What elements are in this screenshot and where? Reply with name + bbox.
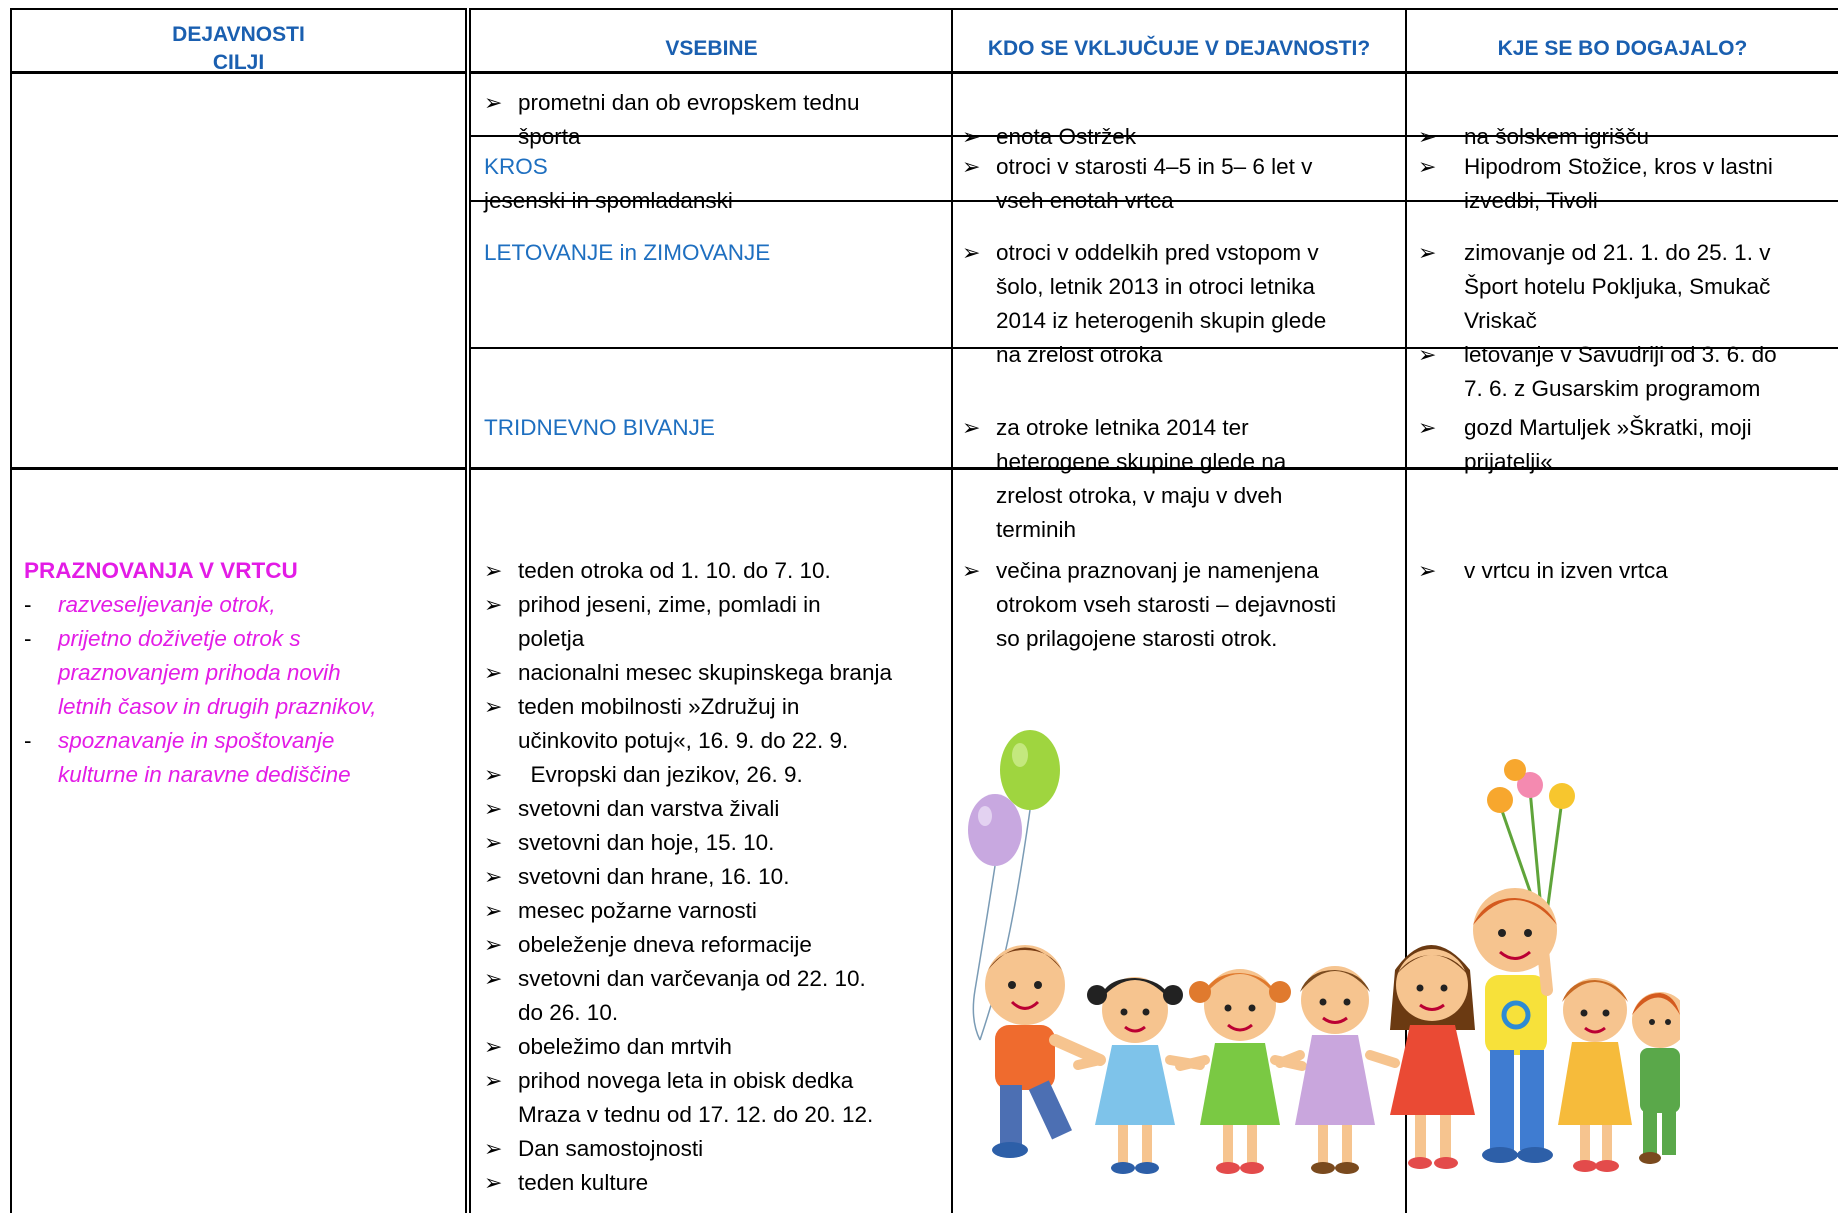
bullet-arrow-icon: ➢: [484, 830, 503, 855]
child-figure: [1473, 888, 1557, 1163]
goal-item: razveseljevanje otrok,: [58, 592, 276, 617]
bullet-arrow-icon: ➢: [962, 558, 981, 583]
list-item: otroci v starosti 4–5 in 5– 6 let v: [996, 154, 1313, 179]
bullet-arrow-icon: ➢: [484, 1136, 503, 1161]
bullet-arrow-icon: ➢: [484, 1034, 503, 1059]
bullet-arrow-icon: ➢: [484, 762, 503, 787]
bullet-arrow-icon: ➢: [484, 592, 503, 617]
list-item: Hipodrom Stožice, kros v lastni: [1464, 154, 1773, 179]
list-item: otroci v oddelkih pred vstopom v: [996, 240, 1319, 265]
list-item: teden otroka od 1. 10. do 7. 10.: [518, 558, 831, 583]
list-item: svetovni dan hrane, 16. 10.: [518, 864, 790, 889]
goal-item: kulturne in naravne dediščine: [58, 762, 351, 787]
row3-kdo: [962, 236, 1402, 372]
bullet-arrow-icon: ➢: [1418, 558, 1437, 583]
row4-vsebine: [484, 411, 944, 445]
goal-item: letnih časov in drugih praznikov,: [58, 694, 377, 719]
list-item: otrokom vseh starosti – dejavnosti: [996, 592, 1337, 617]
bullet-arrow-icon: ➢: [484, 898, 503, 923]
list-item: teden mobilnosti »Združuj in: [518, 694, 800, 719]
bullet-arrow-icon: ➢: [484, 864, 503, 889]
list-item: večina praznovanj je namenjena: [996, 558, 1319, 583]
list-item: obeležimo dan mrtvih: [518, 1034, 732, 1059]
row4-kje: [1418, 411, 1833, 479]
row1-kje: [1418, 120, 1833, 154]
header-dejavnosti: DEJAVNOSTI: [172, 23, 305, 46]
praznovanja-kje: [1418, 554, 1833, 588]
list-item: 7. 6. z Gusarskim programom: [1464, 376, 1761, 401]
list-item: na šolskem igrišču: [1464, 124, 1650, 149]
list-item: učinkovito potuj«, 16. 9. do 22. 9.: [518, 728, 849, 753]
list-item: 2014 iz heterogenih skupin glede: [996, 308, 1327, 333]
bullet-arrow-icon: ➢: [484, 558, 503, 583]
list-item: v vrtcu in izven vrtca: [1464, 558, 1668, 583]
list-item: svetovni dan varčevanja od 22. 10.: [518, 966, 866, 991]
list-item: Vriskač: [1464, 308, 1537, 333]
list-item: prihod jeseni, zime, pomladi in: [518, 592, 821, 617]
bullet-arrow-icon: ➢: [1418, 415, 1437, 440]
praznovanja-cilji: [24, 554, 464, 792]
goal-item: spoznavanje in spoštovanje: [58, 728, 335, 753]
header-dejavnosti-cilji: [12, 14, 465, 84]
list-item: svetovni dan hoje, 15. 10.: [518, 830, 775, 855]
list-item: prihod novega leta in obisk dedka: [518, 1068, 854, 1093]
list-item: Dan samostojnosti: [518, 1136, 704, 1161]
list-item: obeleženje dneva reformacije: [518, 932, 812, 957]
goal-item: praznovanjem prihoda novih: [58, 660, 341, 685]
list-item: Evropski dan jezikov, 26. 9.: [518, 762, 803, 787]
row3-kje: [1418, 236, 1833, 406]
list-item: terminih: [996, 517, 1077, 542]
dash-marker: -: [24, 626, 32, 651]
bullet-arrow-icon: ➢: [962, 154, 981, 179]
child-figure: [1632, 992, 1680, 1164]
header-vsebine: VSEBINE: [665, 37, 758, 60]
child-figure: [985, 945, 1100, 1158]
praznovanja-title: PRAZNOVANJA V VRTCU: [24, 558, 298, 583]
goal-item: prijetno doživetje otrok s: [58, 626, 301, 651]
list-item: teden kulture: [518, 1170, 649, 1195]
row3-vsebine: [484, 236, 944, 270]
list-item: Šport hotelu Pokljuka, Smukač: [1464, 274, 1771, 299]
tridnevno-title: TRIDNEVNO BIVANJE: [484, 415, 715, 440]
left-border: [10, 8, 12, 1213]
list-item: izvedbi, Tivoli: [1464, 188, 1598, 213]
table-top-border: [10, 8, 1838, 10]
bullet-arrow-icon: ➢: [484, 90, 503, 115]
child-figure: [1390, 945, 1475, 1169]
bullet-arrow-icon: ➢: [962, 124, 981, 149]
child-figure: [1180, 969, 1302, 1174]
header-kje: KJE SE BO DOGAJALO?: [1497, 37, 1748, 60]
list-item: Mraza v tednu od 17. 12. do 20. 12.: [518, 1102, 874, 1127]
bullet-arrow-icon: ➢: [962, 240, 981, 265]
child-figure: [1078, 977, 1200, 1174]
row2-vsebine: [484, 150, 944, 218]
column-divider: [465, 8, 471, 1213]
bullet-arrow-icon: ➢: [962, 415, 981, 440]
row4-kdo: [962, 411, 1402, 547]
dash-marker: -: [24, 728, 32, 753]
header-kdo: KDO SE VKLJUČUJE V DEJAVNOSTI?: [987, 37, 1371, 60]
list-item: za otroke letnika 2014 ter: [996, 415, 1249, 440]
children-illustration: [940, 730, 1680, 1200]
bullet-arrow-icon: ➢: [484, 1068, 503, 1093]
list-item: prometni dan ob evropskem tednu: [518, 90, 860, 115]
row2-kdo: [962, 150, 1402, 218]
list-item: poletja: [518, 626, 585, 651]
list-item: mesec požarne varnosti: [518, 898, 757, 923]
header-cilji: CILJI: [212, 51, 265, 74]
list-item: športa: [518, 124, 581, 149]
list-item: svetovni dan varstva živali: [518, 796, 780, 821]
praznovanja-vsebine: [484, 554, 950, 1200]
kros-text: jesenski in spomladanski: [484, 188, 733, 213]
bullet-arrow-icon: ➢: [484, 1170, 503, 1195]
list-item: vseh enotah vrtca: [996, 188, 1174, 213]
row1-kdo: [962, 120, 1402, 154]
bullet-arrow-icon: ➢: [1418, 124, 1437, 149]
row2-kje: [1418, 150, 1833, 218]
list-item: heterogene skupine glede na: [996, 449, 1287, 474]
dash-marker: -: [24, 592, 32, 617]
list-item: do 26. 10.: [518, 1000, 619, 1025]
list-item: gozd Martuljek »Škratki, moji: [1464, 415, 1752, 440]
kros-title: KROS: [484, 154, 548, 179]
row1-vsebine: [484, 86, 944, 154]
bullet-arrow-icon: ➢: [484, 660, 503, 685]
list-item: so prilagojene starosti otrok.: [996, 626, 1278, 651]
list-item: zimovanje od 21. 1. do 25. 1. v: [1464, 240, 1771, 265]
bullet-arrow-icon: ➢: [484, 966, 503, 991]
praznovanja-kdo: [962, 554, 1402, 656]
bullet-arrow-icon: ➢: [484, 694, 503, 719]
child-figure: [1558, 978, 1632, 1172]
list-item: nacionalni mesec skupinskega branja: [518, 660, 892, 685]
bullet-arrow-icon: ➢: [1418, 342, 1437, 367]
letovanje-title: LETOVANJE in ZIMOVANJE: [484, 240, 771, 265]
bullet-arrow-icon: ➢: [1418, 240, 1437, 265]
list-item: prijatelji«: [1464, 449, 1553, 474]
list-item: enota Ostržek: [996, 124, 1137, 149]
list-item: letovanje v Savudriji od 3. 6. do: [1464, 342, 1777, 367]
bullet-arrow-icon: ➢: [1418, 154, 1437, 179]
bullet-arrow-icon: ➢: [484, 932, 503, 957]
list-item: zrelost otroka, v maju v dveh: [996, 483, 1283, 508]
bullet-arrow-icon: ➢: [484, 796, 503, 821]
list-item: šolo, letnik 2013 in otroci letnika: [996, 274, 1315, 299]
list-item: na zrelost otroka: [996, 342, 1163, 367]
